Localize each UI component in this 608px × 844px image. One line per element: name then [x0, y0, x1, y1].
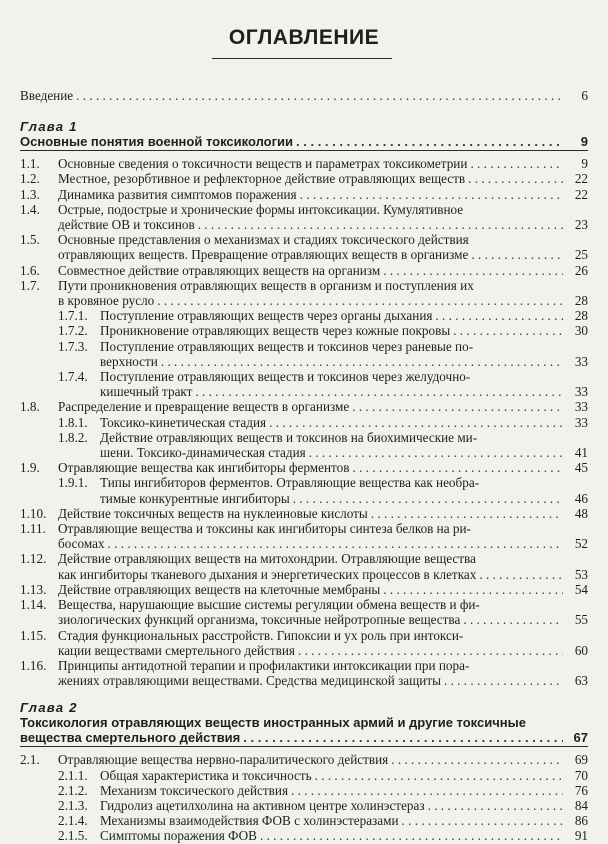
toc-entry[interactable]	[20, 658, 588, 688]
chapter-label: Глава 1	[20, 119, 78, 135]
chapter-rule	[20, 746, 588, 747]
entry-number: 1.16.	[20, 657, 47, 673]
dot-leader	[479, 567, 563, 582]
entry-page: 45	[574, 460, 588, 476]
entry-page: 54	[574, 581, 588, 597]
toc-entry[interactable]	[20, 628, 588, 658]
dot-leader	[315, 768, 563, 783]
chapter-1-entries	[20, 156, 588, 688]
entry-number: 1.4.	[20, 201, 40, 217]
chapter-rule	[20, 150, 588, 151]
entry-number: 1.11.	[20, 521, 46, 537]
dot-leader	[195, 384, 563, 399]
dot-leader	[352, 399, 563, 414]
entry-number: 1.7.4.	[58, 369, 88, 385]
entry-text-line: Действие отравляющих веществ на митохондрии. Отравляющие вещества	[58, 551, 476, 567]
toc-entry[interactable]	[20, 278, 588, 308]
toc-entry[interactable]	[20, 232, 588, 262]
entry-page: 22	[574, 171, 588, 187]
chapter-page: 9	[580, 134, 588, 150]
dot-leader	[453, 323, 563, 338]
entry-text-line: шени. Токсико-динамическая стадия	[100, 445, 306, 461]
dot-leader	[444, 673, 563, 688]
entry-number: 1.2.	[20, 171, 40, 187]
toc-entry[interactable]	[20, 369, 588, 399]
entry-page: 55	[574, 612, 588, 628]
entry-number: 1.10.	[20, 505, 47, 521]
toc-entry[interactable]	[20, 202, 588, 232]
toc-entry[interactable]	[20, 768, 588, 783]
toc-entry[interactable]	[20, 415, 588, 430]
entry-text-line: Вещества, нарушающие высшие системы регуляции обмена веществ и фи-	[58, 597, 480, 613]
entry-page: 76	[574, 782, 588, 798]
dot-leader	[471, 247, 563, 262]
dot-leader	[468, 171, 563, 186]
entry-text-line: Действие отравляющих веществ на клеточные мембраны	[58, 581, 381, 597]
entry-text-line: кации веществами смертельного действия	[58, 642, 295, 658]
toc-entry[interactable]	[20, 506, 588, 521]
chapter-2-heading[interactable]	[20, 700, 588, 747]
toc-entry[interactable]	[20, 828, 588, 843]
dot-leader	[383, 263, 563, 278]
entry-text: Введение	[20, 88, 74, 103]
toc-entry[interactable]	[20, 187, 588, 202]
entry-number: 2.1.	[20, 752, 40, 768]
chapter-2-entries	[20, 752, 588, 843]
dot-leader	[161, 354, 563, 369]
toc-entry[interactable]	[20, 597, 588, 627]
toc-entry-intro[interactable]	[20, 88, 588, 103]
entry-text-line: Принципы антидотной терапии и профилактики интоксикации при пора-	[58, 657, 470, 673]
toc-entry[interactable]	[20, 460, 588, 475]
entry-page: 33	[574, 414, 588, 430]
entry-text-line: отравляющих веществ. Превращение отравляющих веществ в организме	[58, 247, 469, 263]
toc-entry[interactable]	[20, 551, 588, 581]
chapter-page: 67	[573, 730, 588, 746]
dot-leader	[157, 293, 563, 308]
entry-page: 69	[574, 752, 588, 768]
entry-text-line: верхности	[100, 353, 158, 369]
entry-text-line: Механизмы взаимодействия ФОВ с холинэстеразами	[100, 813, 399, 829]
entry-page: 22	[574, 186, 588, 202]
entry-number: 1.1.	[20, 156, 40, 172]
dot-leader	[391, 752, 563, 767]
entry-text-line: Пути проникновения отравляющих веществ в организм и поступления их	[58, 277, 474, 293]
entry-number: 1.9.1.	[58, 475, 88, 491]
dot-leader	[383, 582, 563, 597]
table-of-contents	[20, 88, 588, 844]
entry-text-line: в кровяное русло	[58, 293, 155, 309]
toc-entry[interactable]	[20, 813, 588, 828]
dot-leader	[298, 643, 563, 658]
entry-text-line: Симптомы поражения ФОВ	[100, 828, 257, 844]
dot-leader	[352, 460, 563, 475]
entry-text-line: Основные представления о механизмах и стадиях токсического действия	[58, 232, 469, 248]
entry-number: 1.5.	[20, 232, 40, 248]
entry-text-line: Стадия функциональных расстройств. Гипоксии и ух роль при интокси-	[58, 627, 464, 643]
entry-page: 46	[574, 490, 588, 506]
toc-entry[interactable]	[20, 323, 588, 338]
toc-entry[interactable]	[20, 263, 588, 278]
entry-number: 1.7.	[20, 277, 40, 293]
entry-text-line: Отравляющие вещества как ингибиторы ферментов	[58, 460, 350, 476]
entry-text-line: Действие отравляющих веществ и токсинов на биохимические ми-	[100, 429, 478, 445]
entry-text-line: тимые конкурентные ингибиторы	[100, 490, 290, 506]
toc-entry[interactable]	[20, 475, 588, 505]
entry-number: 2.1.3.	[58, 797, 88, 813]
entry-text-line: Поступление отравляющих веществ и токсинов через желудочно-	[100, 369, 471, 385]
entry-text-line: как ингибиторы тканевого дыхания и энергетических процессов в клетках	[58, 566, 477, 582]
title-underline	[212, 58, 392, 59]
dot-leader	[291, 783, 563, 798]
dot-leader	[293, 491, 563, 506]
entry-text-line: Токсико-кинетическая стадия	[100, 414, 267, 430]
entry-page: 48	[574, 505, 588, 521]
dot-leader	[463, 612, 563, 627]
entry-text-line: Механизм токсического действия	[100, 782, 289, 798]
dot-leader	[309, 445, 563, 460]
dot-leader	[108, 536, 563, 551]
entry-text-line: Динамика развития симптомов поражения	[58, 186, 297, 202]
entry-text-line: Местное, резорбтивное и рефлекторное действие отравляющих веществ	[58, 171, 466, 187]
entry-number: 1.3.	[20, 186, 40, 202]
entry-number: 1.9.	[20, 460, 40, 476]
toc-entry[interactable]	[20, 171, 588, 186]
entry-page: 53	[574, 566, 588, 582]
entry-text-line: Проникновение отравляющих веществ через кожные покровы	[100, 323, 451, 339]
entry-page: 9	[581, 156, 588, 172]
entry-page: 91	[574, 828, 588, 844]
entry-page: 23	[574, 217, 588, 233]
toc-entry[interactable]	[20, 521, 588, 551]
toc-entry[interactable]	[20, 308, 588, 323]
entry-text-line: Поступление отравляющих веществ и токсинов через раневые по-	[100, 338, 474, 354]
entry-number: 1.8.1.	[58, 414, 88, 430]
page-title: ОГЛАВЛЕНИЕ	[228, 26, 380, 49]
entry-text-line: действие ОВ и токсинов	[58, 217, 195, 233]
entry-number: 1.12.	[20, 551, 47, 567]
entry-page: 41	[574, 445, 588, 461]
entry-number: 1.6.	[20, 262, 40, 278]
entry-number: 2.1.5.	[58, 828, 88, 844]
entry-number: 1.8.2.	[58, 429, 88, 445]
dot-leader	[260, 828, 563, 843]
toc-entry[interactable]	[20, 783, 588, 798]
dot-leader	[371, 506, 563, 521]
entry-text-line: Острые, подострые и хронические формы интоксикации. Кумулятивное	[58, 201, 464, 217]
entry-page: 52	[574, 536, 588, 552]
entry-text-line: Общая характеристика и токсичность	[100, 767, 312, 783]
entry-number: 1.14.	[20, 597, 47, 613]
entry-page: 26	[574, 262, 588, 278]
entry-text-line: Гидролиз ацетилхолина на активном центре холинэстераз	[100, 797, 425, 813]
entry-text-line: Действие токсичных веществ на нуклеиновые кислоты	[58, 505, 368, 521]
entry-number: 1.7.2.	[58, 323, 88, 339]
toc-entry[interactable]	[20, 752, 588, 767]
entry-text-line: кишечный тракт	[100, 384, 193, 400]
toc-entry[interactable]	[20, 399, 588, 414]
toc-entry[interactable]	[20, 582, 588, 597]
entry-text-line: Распределение и превращение веществ в организме	[58, 399, 350, 415]
entry-text-line: Поступление отравляющих веществ через органы дыхания	[100, 308, 433, 324]
dot-leader	[269, 415, 563, 430]
chapter-title-line-2: вещества смертельного действия	[20, 730, 241, 746]
entry-number: 2.1.1.	[58, 767, 88, 783]
chapter-title-line-1: Токсикология отравляющих веществ иностранных армий и другие токсичные	[20, 715, 526, 731]
entry-page: 33	[574, 399, 588, 415]
entry-page: 84	[574, 797, 588, 813]
entry-text-line: босомах	[58, 536, 105, 552]
entry-number: 2.1.2.	[58, 782, 88, 798]
dot-leader	[402, 813, 563, 828]
entry-page: 63	[574, 673, 588, 689]
entry-page: 33	[574, 384, 588, 400]
dot-leader	[300, 187, 563, 202]
entry-page: 33	[574, 353, 588, 369]
entry-page: 60	[574, 642, 588, 658]
dot-leader	[198, 217, 563, 232]
chapter-label: Глава 2	[20, 700, 78, 716]
entry-page: 30	[574, 323, 588, 339]
dot-leader	[428, 798, 563, 813]
chapter-1-heading[interactable]	[20, 119, 588, 151]
entry-page: 6	[581, 88, 588, 103]
toc-entry[interactable]	[20, 430, 588, 460]
entry-text-line: жениях отравляющими веществами. Средства медицинской защиты	[58, 673, 441, 689]
entry-text-line: Основные сведения о токсичности веществ и параметрах токсикометрии	[58, 156, 468, 172]
dot-leader	[470, 156, 563, 171]
entry-page: 25	[574, 247, 588, 263]
entry-text-line: Совместное действие отравляющих веществ на организм	[58, 262, 381, 278]
entry-number: 1.7.3.	[58, 338, 88, 354]
toc-entry[interactable]	[20, 339, 588, 369]
entry-text-line: Типы ингибиторов ферментов. Отравляющие вещества как необра-	[100, 475, 480, 491]
chapter-title: Основные понятия военной токсикологии	[20, 134, 294, 150]
dot-leader	[435, 308, 563, 323]
entry-page: 28	[574, 308, 588, 324]
entry-number: 1.8.	[20, 399, 40, 415]
entry-page: 86	[574, 813, 588, 829]
entry-number: 1.13.	[20, 581, 47, 597]
dot-leader	[76, 88, 563, 103]
dot-leader	[296, 134, 563, 149]
entry-text-line: Отравляющие вещества и токсины как ингибиторы синтеза белков на ри-	[58, 521, 471, 537]
dot-leader	[243, 730, 563, 745]
entry-number: 1.7.1.	[58, 308, 88, 324]
entry-page: 70	[574, 767, 588, 783]
toc-entry[interactable]	[20, 798, 588, 813]
entry-text-line: Отравляющие вещества нервно-паралитического действия	[58, 752, 389, 768]
entry-number: 1.15.	[20, 627, 47, 643]
entry-text-line: зиологических функций организма, токсичные нейротропные вещества	[58, 612, 461, 628]
toc-entry[interactable]	[20, 156, 588, 171]
entry-page: 28	[574, 293, 588, 309]
entry-number: 2.1.4.	[58, 813, 88, 829]
